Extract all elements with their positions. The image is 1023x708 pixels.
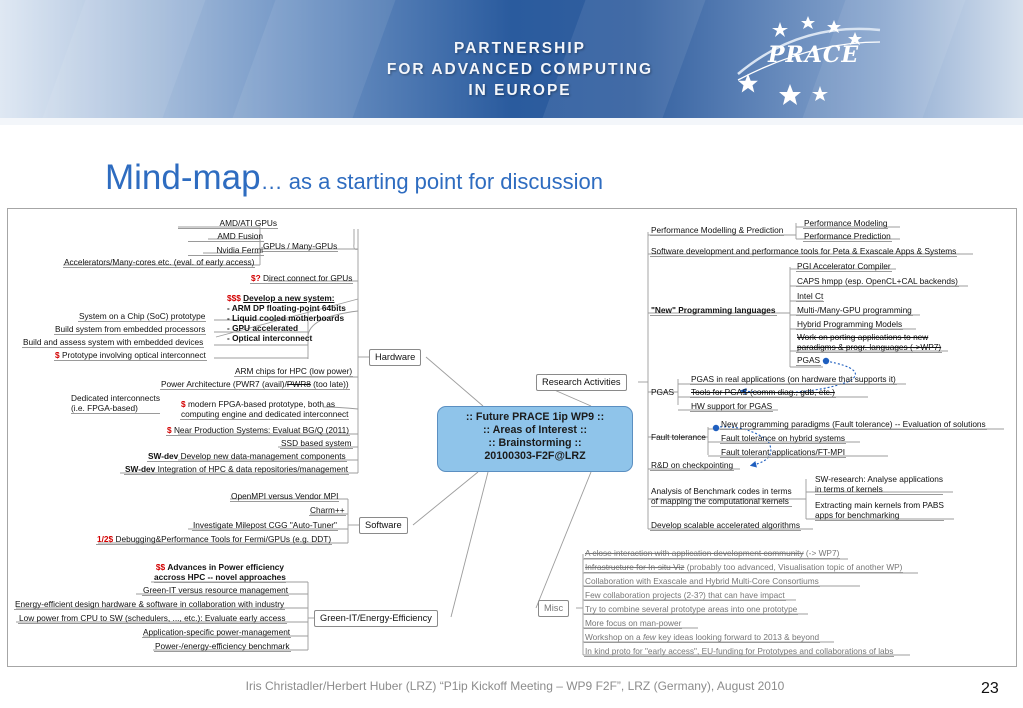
banner-title <box>330 38 710 101</box>
prace-logo <box>730 12 890 112</box>
node-energy-design: Energy-efficient design hardware & software in collaboration with industry <box>15 599 285 609</box>
node-hw-pgas: HW support for PGAS <box>691 401 773 411</box>
page-number: 23 <box>981 680 999 697</box>
node-fpga-prototype: $ modern FPGA-based prototype, both as computing engine and dedicated interconnect <box>181 399 349 419</box>
node-scalable-algorithms: Develop scalable accelerated algorithms <box>651 520 800 530</box>
node-direct-connect: $? Direct connect for GPUs <box>251 273 353 283</box>
node-extract-kernels: Extracting main kernels from PABS apps for benchmarking <box>815 500 944 520</box>
node-perf-prediction: Performance Prediction <box>804 231 891 241</box>
node-close-interaction: A close interaction with application development community (-> WP7) <box>585 548 840 558</box>
node-soc: System on a Chip (SoC) prototype <box>79 311 206 321</box>
node-fault-tolerance: Fault tolerance <box>651 432 706 442</box>
branch-hardware[interactable]: Hardware <box>369 349 421 366</box>
node-swdev-data: SW-dev Develop new data-management components <box>148 451 346 461</box>
node-caps: CAPS hmpp (esp. OpenCL+CAL backends) <box>797 276 958 286</box>
node-amd-ati: AMD/ATI GPUs <box>178 218 278 229</box>
node-porting: Work on porting applications to new paradigms & progr. languages (->WP7) <box>797 332 942 352</box>
node-few-projects: Few collaboration projects (2-3?) that can have impact <box>585 590 785 600</box>
node-dedicated-interconnects: Dedicated interconnects (i.e. FPGA-based) <box>71 393 161 413</box>
node-in-kind-proto: In kind proto for "early access", EU-funding for Prototypes and collaborations of labs <box>585 646 894 656</box>
node-man-power: More focus on man-power <box>585 618 682 628</box>
node-benchmark-analysis: Analysis of Benchmark codes in terms of mapping the computational kernels <box>651 486 792 506</box>
node-swdev-integration: SW-dev Integration of HPC & data repositories/management <box>125 464 349 474</box>
node-pgas-lang: PGAS <box>797 355 821 365</box>
node-new-prog-langs: "New" Programming languages <box>651 305 776 315</box>
node-amd-fusion: AMD Fusion <box>188 231 264 242</box>
branch-green-it[interactable]: Green-IT/Energy-Efficiency <box>314 610 438 627</box>
node-low-power: Low power from CPU to SW (schedulers, ..., etc.): Evaluate early access <box>19 613 286 623</box>
node-openmpi: OpenMPI versus Vendor MPI <box>231 491 339 501</box>
node-debugging-tools: 1/2$ Debugging&Performance Tools for Fermi/GPUs (e.g. DDT) <box>97 534 332 544</box>
node-pgi: PGI Accelerator Compiler <box>797 261 891 271</box>
node-new-paradigms: New programming paradigms (Fault tolerance) -- Evaluation of solutions <box>721 419 986 429</box>
node-intel-ct: Intel Ct <box>797 291 824 301</box>
node-arm-hpc: ARM chips for HPC (low power) <box>235 366 353 376</box>
node-ssd: SSD based system <box>281 438 352 448</box>
central-line-3: :: Brainstorming :: <box>488 437 582 449</box>
footer-credit: Iris Christadler/Herbert Huber (LRZ) “P1ip Kickoff Meeting – WP9 F2F”, LRZ (Germany), August 2010 <box>245 679 785 693</box>
mind-map <box>7 208 1017 667</box>
node-hybrid-models: Hybrid Programming Models <box>797 319 903 329</box>
node-optical-prototype: $ Prototype involving optical interconnect <box>55 350 206 360</box>
banner-line-2: FOR ADVANCED COMPUTING <box>386 61 654 78</box>
banner-line-1: PARTNERSHIP <box>454 40 586 57</box>
branch-software[interactable]: Software <box>359 517 408 534</box>
node-fault-hybrid: Fault tolerance on hybrid systems <box>721 433 846 443</box>
node-gpus: GPUs / Many-GPUs <box>263 241 338 251</box>
central-line-2: :: Areas of Interest :: <box>482 424 588 436</box>
node-fault-apps: Fault tolerant applications/FT-MPI <box>721 447 846 457</box>
slide-title-main: Mind-map <box>105 158 261 197</box>
branch-misc[interactable]: Misc <box>538 600 569 617</box>
node-nvidia-fermi: Nvidia Fermi <box>188 245 264 256</box>
logo-text: PRACE <box>768 42 860 68</box>
node-perf-modelling: Performance Modelling & Prediction <box>651 225 784 235</box>
node-collaboration: Collaboration with Exascale and Hybrid Multi-Core Consortiums <box>585 576 819 586</box>
node-power-efficiency: $$ Advances in Power efficiency accross HPC -- novel approaches <box>154 562 286 582</box>
header-banner <box>0 0 1023 125</box>
node-charm: Charm++ <box>310 505 345 515</box>
banner-line-3: IN EUROPE <box>468 82 572 99</box>
node-milepost: Investigate Milepost CGG "Auto-Tuner" <box>193 520 337 530</box>
node-app-power: Application-specific power-management <box>143 627 291 637</box>
central-topic <box>437 406 633 472</box>
node-combine-prototypes: Try to combine several prototype areas into one prototype <box>585 604 798 614</box>
slide-title <box>105 158 603 198</box>
node-tools-pgas: Tools for PGAS (comm diag., gdb, etc.) <box>691 387 835 397</box>
central-line-1: :: Future PRACE 1ip WP9 :: <box>465 411 605 423</box>
node-pgas-real: PGAS in real applications (on hardware that supports it) <box>691 374 896 384</box>
node-insitu-viz: Infrastructure for In-situ Viz (probably too advanced, Visualisation topic of another WP) <box>585 562 903 572</box>
node-power-benchmark: Power-/energy-efficiency benchmark <box>155 641 290 651</box>
node-embedded-processors: Build system from embedded processors <box>55 324 206 334</box>
node-sw-dev-tools: Software development and performance tools for Peta & Exascale Apps & Systems <box>651 246 957 256</box>
slide-title-rest: … as a starting point for discussion <box>260 169 603 194</box>
node-checkpointing: R&D on checkpointing <box>651 460 734 470</box>
branch-research-activities[interactable]: Research Activities <box>536 374 627 391</box>
node-multi-gpu: Multi-/Many-GPU programming <box>797 305 912 315</box>
node-sw-research: SW-research: Analyse applications in terms of kernels <box>815 474 944 494</box>
node-near-production: $ Near Production Systems: Evaluat BG/Q (2011) <box>167 425 350 435</box>
node-new-system: $$$ Develop a new system: - ARM DP floating-point 64bits - Liquid cooled motherboards - GPU accelerated - Optical interconnect <box>227 293 346 343</box>
central-line-4: 20100303-F2F@LRZ <box>484 450 586 462</box>
node-power-architecture: Power Architecture (PWR7 (avail)/PWR8 (too late)) <box>161 379 349 389</box>
node-green-versus: Green-IT versus resource management <box>143 585 289 595</box>
node-perf-modeling: Performance Modeling <box>804 218 888 228</box>
node-accelerators: Accelerators/Many-cores etc. (eval. of early access) <box>64 257 255 267</box>
node-pgas: PGAS <box>651 387 675 397</box>
node-embedded-devices: Build and assess system with embedded devices <box>23 337 204 347</box>
node-workshop: Workshop on a few key ideas looking forward to 2013 & beyond <box>585 632 820 642</box>
